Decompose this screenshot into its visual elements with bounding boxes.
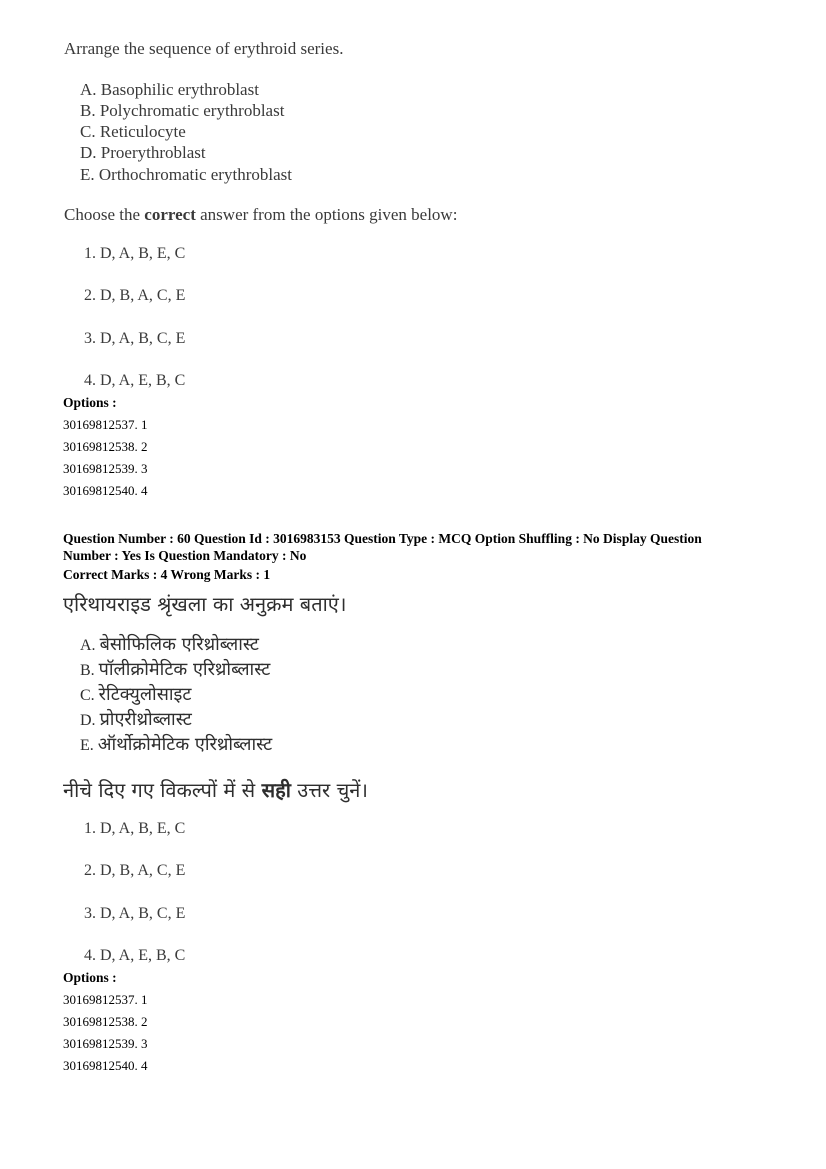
choose-instruction-english	[64, 205, 457, 225]
question-text-english: Arrange the sequence of erythroid series.	[64, 39, 344, 58]
choose-bold: correct	[144, 205, 196, 224]
answer-option-3: 3. D, A, B, C, E	[84, 330, 186, 347]
metadata-line-2: Number : Yes Is Question Mandatory : No	[63, 548, 307, 563]
hindi-sequence-item-a	[80, 632, 259, 656]
sequence-item-b: B. Polychromatic erythroblast	[80, 101, 285, 120]
item-letter: D.	[80, 712, 96, 729]
hindi-answer-option-2: 2. D, B, A, C, E	[84, 862, 186, 879]
option-id: 30169812539. 3	[63, 461, 148, 476]
hindi-sequence-item-c	[80, 682, 191, 706]
hindi-answer-option-3: 3. D, A, B, C, E	[84, 905, 186, 922]
item-letter: A.	[80, 637, 96, 654]
choose-suffix: answer from the options given below:	[195, 205, 458, 224]
choose-bold: सही	[261, 778, 291, 802]
option-id: 30169812537. 1	[63, 417, 148, 432]
sequence-item-c: C. Reticulocyte	[80, 122, 186, 141]
item-text: बेसोफिलिक एरिथ्रोब्लास्ट	[99, 634, 259, 655]
item-text: पॉलीक्रोमेटिक एरिथ्रोब्लास्ट	[98, 659, 271, 680]
hindi-sequence-item-e	[80, 732, 272, 756]
metadata-line-3: Correct Marks : 4 Wrong Marks : 1	[63, 567, 271, 582]
sequence-item-d: D. Proerythroblast	[80, 143, 206, 162]
answer-option-4: 4. D, A, E, B, C	[84, 372, 186, 389]
option-id: 30169812540. 4	[63, 1058, 148, 1073]
answer-option-2: 2. D, B, A, C, E	[84, 287, 186, 304]
option-id: 30169812540. 4	[63, 483, 148, 498]
item-letter: E.	[80, 737, 94, 754]
item-letter: C.	[80, 687, 95, 704]
options-label: Options :	[63, 395, 117, 410]
question-metadata	[63, 530, 783, 583]
options-label: Options :	[63, 970, 117, 985]
item-text: प्रोएरीथ्रोब्लास्ट	[99, 709, 192, 730]
hindi-sequence-item-b	[80, 657, 270, 681]
hindi-answer-option-4: 4. D, A, E, B, C	[84, 947, 186, 964]
question-text-hindi: एरिथायराइड श्रृंखला का अनुक्रम बताएं।	[63, 592, 347, 616]
choose-prefix: नीचे दिए गए विकल्पों में से	[63, 778, 262, 802]
choose-suffix: उत्तर चुनें।	[290, 778, 368, 802]
option-id: 30169812537. 1	[63, 992, 148, 1007]
hindi-sequence-item-d	[80, 707, 192, 731]
answer-option-1: 1. D, A, B, E, C	[84, 245, 186, 262]
choose-instruction-hindi	[63, 776, 368, 803]
sequence-item-e: E. Orthochromatic erythroblast	[80, 165, 292, 184]
item-text: रेटिक्युलोसाइट	[98, 684, 192, 705]
option-id: 30169812539. 3	[63, 1036, 148, 1051]
sequence-item-a: A. Basophilic erythroblast	[80, 80, 259, 99]
metadata-line-1: Question Number : 60 Question Id : 3016983153 Question Type : MCQ Option Shuffling : No Display Question	[63, 531, 702, 546]
option-id: 30169812538. 2	[63, 1014, 148, 1029]
hindi-answer-option-1: 1. D, A, B, E, C	[84, 820, 186, 837]
option-id: 30169812538. 2	[63, 439, 148, 454]
choose-prefix: Choose the	[64, 205, 145, 224]
item-text: ऑर्थोक्रोमेटिक एरिथ्रोब्लास्ट	[97, 734, 273, 755]
item-letter: B.	[80, 662, 95, 679]
